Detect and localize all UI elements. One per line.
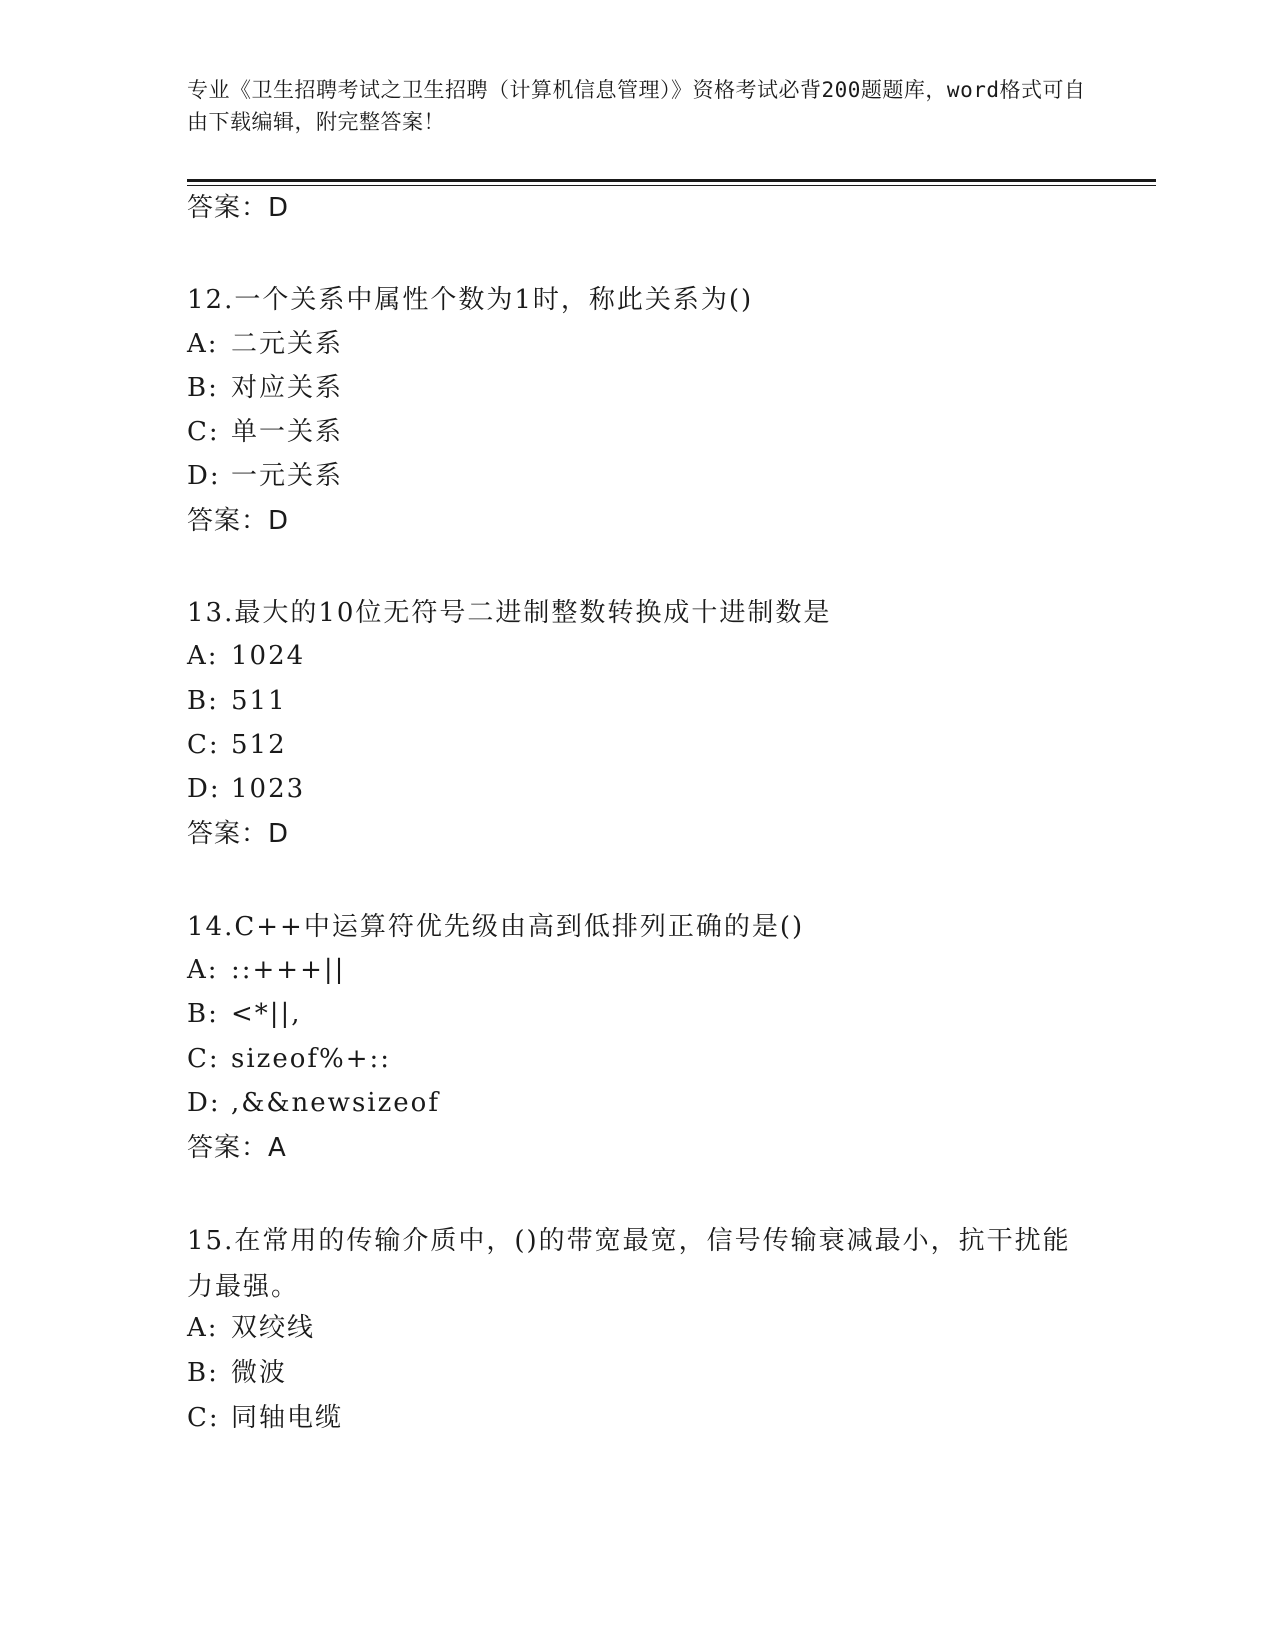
answer-line: 答案：D — [187, 193, 290, 223]
question-14-option-a — [187, 954, 345, 986]
option-text: 对应关系 — [231, 373, 344, 403]
option-letter: A: — [187, 329, 219, 359]
option-text: 单一关系 — [231, 417, 344, 447]
option-text: ,&&newsizeof — [231, 1088, 440, 1118]
question-13: 13.最大的10位无符号二进制整数转换成十进制数是 — [187, 598, 832, 628]
question-13-answer: 答案：D — [187, 819, 290, 849]
question-14-option-b — [187, 998, 302, 1030]
option-text: 512 — [231, 730, 287, 760]
option-letter: C: — [187, 417, 220, 447]
header-rule-thin — [187, 185, 1156, 186]
question-13-option-a — [187, 640, 305, 672]
option-letter: D: — [187, 774, 221, 804]
question-15-option-c — [187, 1402, 343, 1434]
option-letter: D: — [187, 1088, 221, 1118]
option-letter: B: — [187, 686, 219, 716]
question-14: 14.C++中运算符优先级由高到低排列正确的是() — [187, 912, 805, 942]
option-text: 1024 — [231, 641, 306, 671]
option-letter: A: — [187, 955, 219, 985]
question-14-answer: 答案：A — [187, 1133, 287, 1163]
question-15-option-b — [187, 1357, 287, 1389]
question-15: 15.在常用的传输介质中，()的带宽最宽，信号传输衰减最小，抗干扰能力最强。 — [187, 1226, 1071, 1302]
option-text: 511 — [231, 686, 287, 716]
option-text: 1023 — [231, 774, 306, 804]
question-13-option-c — [187, 729, 287, 761]
option-letter: B: — [187, 1358, 219, 1388]
option-letter: B: — [187, 373, 219, 403]
option-letter: C: — [187, 1403, 220, 1433]
option-text: <*||, — [231, 999, 302, 1029]
question-12-option-d — [187, 460, 343, 492]
question-12-option-a — [187, 328, 343, 360]
document-header: 专业《卫生招聘考试之卫生招聘（计算机信息管理）》资格考试必背200题题库，word格式可自由下载编辑，附完整答案！ — [187, 78, 1086, 134]
option-letter: B: — [187, 999, 219, 1029]
question-12-answer: 答案：D — [187, 506, 290, 536]
header-rule-thick — [187, 179, 1156, 182]
question-14-option-c — [187, 1043, 391, 1075]
option-letter: C: — [187, 1044, 220, 1074]
option-letter: C: — [187, 730, 220, 760]
option-text: 一元关系 — [231, 461, 344, 491]
option-text: sizeof%+:: — [231, 1044, 392, 1074]
option-text: ::+++|| — [231, 955, 346, 985]
option-text: 二元关系 — [231, 329, 344, 359]
question-12-option-c — [187, 416, 343, 448]
option-text: 双绞线 — [231, 1313, 316, 1343]
question-14-option-d — [187, 1087, 440, 1119]
option-letter: D: — [187, 461, 221, 491]
option-text: 微波 — [231, 1358, 288, 1388]
question-13-option-d — [187, 773, 305, 805]
option-letter: A: — [187, 641, 219, 671]
question-12-option-b — [187, 372, 343, 404]
question-15-option-a — [187, 1312, 315, 1344]
option-letter: A: — [187, 1313, 219, 1343]
option-text: 同轴电缆 — [231, 1403, 344, 1433]
question-13-option-b — [187, 685, 287, 717]
question-12: 12.一个关系中属性个数为1时，称此关系为() — [187, 285, 754, 315]
